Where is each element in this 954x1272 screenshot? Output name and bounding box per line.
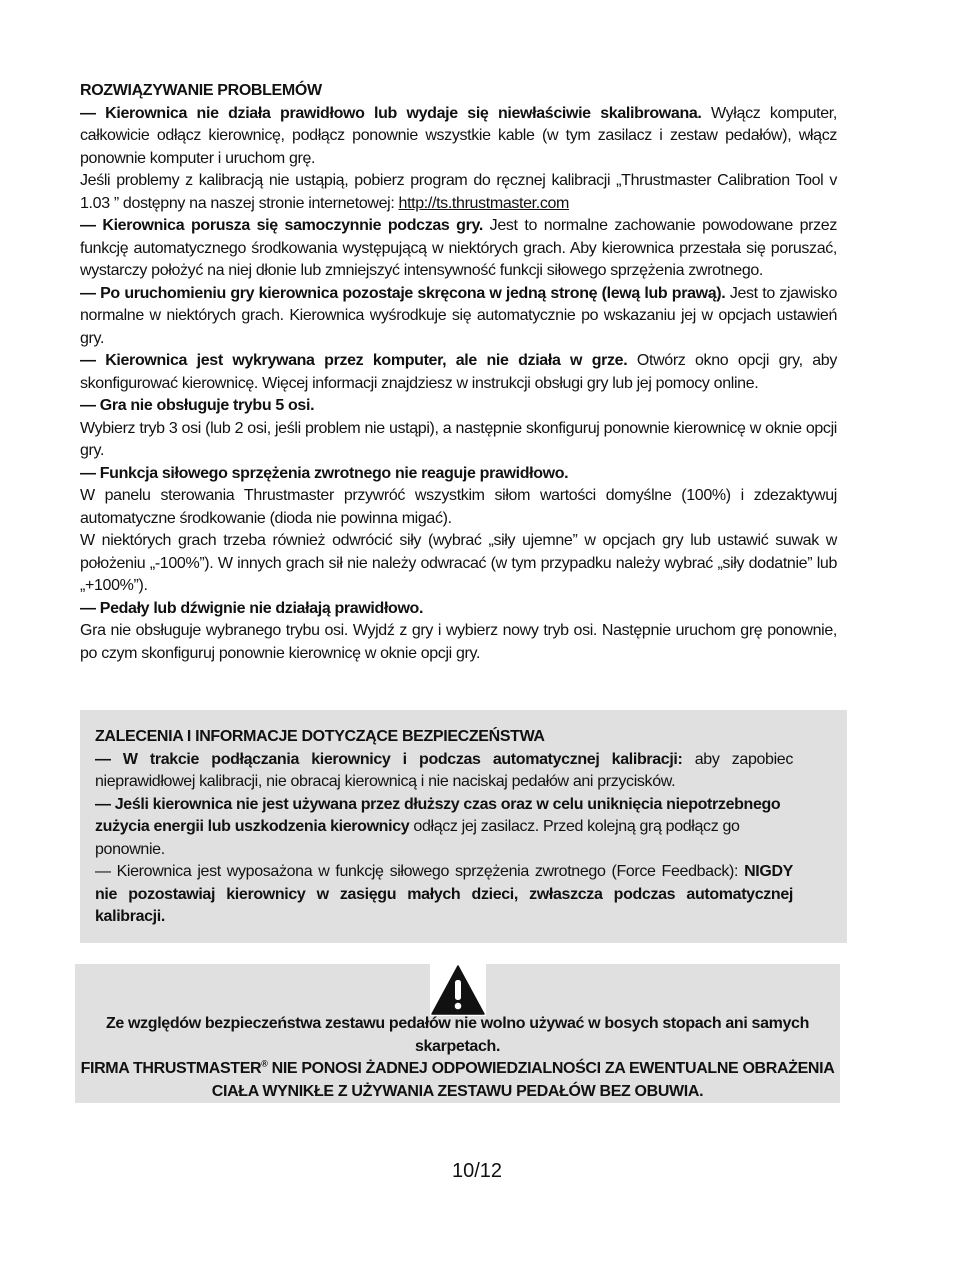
problem-solution: W panelu sterowania Thrustmaster przywróć wszystkim siłom wartości domyślne (100%) i zdezaktywuj automatyczne środkowanie (dioda nie powinna migać). [80,487,837,527]
problem-item [80,463,837,486]
thrustmaster-link[interactable]: http://ts.thrustmaster.com [398,194,570,212]
problem-title: — Funkcja siłowego sprzężenia zwrotnego nie reaguje prawidłowo. [80,464,569,482]
problem-solution: W niektórych grach trzeba również odwrócić siły (wybrać „siły ujemne” w opcjach gry lub ustawić suwak w położeniu „-100%”). W innych grach sił nie należy odwracać (w tym przypadku należy wybrać „siły dodatnie” lub „+100%”). [80,532,837,594]
problem-title: — Pedały lub dźwignie nie działają prawidłowo. [80,599,424,617]
safety-item-bold: NIGDY nie pozostawiaj kierownicy w zasięgu małych dzieci, zwłaszcza podczas automatycznej kalibracji. [95,863,793,925]
problem-item [80,215,837,283]
page-number: 10/12 [451,1160,503,1182]
problem-item [80,598,837,621]
safety-item-text: odłącz jej zasilacz. Przed kolejną grą podłącz go ponownie. [95,818,740,858]
calibration-text: Jeśli problemy z kalibracją nie ustąpią, pobierz program do ręcznej kalibracji „Thrustmaster Calibration Tool v 1.03 ” dostępny na naszej stronie internetowej: [80,172,837,212]
safety-item-text: aby zapobiec nieprawidłowej kalibracji, nie obracaj kierownicą i nie naciskaj pedałów ani przycisków. [95,750,793,790]
safety-item-text: — Kierownica jest wyposażona w funkcję siłowego sprzężenia zwrotnego (Force Feedback): [95,863,745,880]
problem-solution: Gra nie obsługuje wybranego trybu osi. Wyjdź z gry i wybierz nowy tryb osi. Następnie uruchom grę ponownie, po czym skonfiguruj ponownie kierownicę w oknie opcji gry. [80,622,837,662]
warning-line-1: Ze względów bezpieczeństwa zestawu pedałów nie wolno używać w bosych stopach ani samych skarpetach. [105,1015,810,1055]
problem-solution: Wybierz tryb 3 osi (lub 2 osi, jeśli problem nie ustąpi), a następnie skonfiguruj ponownie kierownicę w oknie opcji gry. [80,419,837,459]
problem-text: Jest to zjawisko normalne w niektórych grach. Kierownica wyśrodkuje się automatycznie po wskazaniu jej w opcjach ustawień gry. [80,284,837,347]
registered-mark: ® [261,1058,268,1069]
problem-text: Otwórz okno opcji gry, aby skonfigurować kierownicę. Więcej informacji znajdziesz w instrukcji obsługi gry lub jej pomocy online. [80,352,837,392]
problem-title: — Kierownica porusza się samoczynnie podczas gry. [80,217,483,234]
problem-item [80,103,837,171]
problem-text: Wyłącz komputer, całkowicie odłącz kierownicę, podłącz ponownie wszystkie kable (w tym zasilacz i zestaw pedałów), włącz ponownie komputer i uruchom grę. [80,104,837,167]
problem-title: — Kierownica nie działa prawidłowo lub wydaje się niewłaściwie skalibrowana. [80,104,702,122]
troubleshooting-section [80,80,837,665]
problem-item [80,350,837,395]
safety-heading: ZALECENIA I INFORMACJE DOTYCZĄCE BEZPIECZEŃSTWA [95,728,545,745]
problem-item [80,395,837,418]
warning-triangle-icon [430,964,486,1016]
safety-item-bold: — W trakcie podłączania kierownicy i podczas automatycznej kalibracji: [95,750,683,768]
warning-line-2b: NIE PONOSI ŻADNEJ ODPOWIEDZIALNOŚCI ZA EWENTUALNE OBRAŻENIA CIAŁA WYNIKŁE Z UŻYWANIA ZESTAWU PEDAŁÓW BEZ OBUWIA. [211,1060,835,1100]
safety-item [95,749,793,794]
problem-title: — Gra nie obsługuje trybu 5 osi. [80,397,315,414]
problem-title: — Po uruchomieniu gry kierownica pozostaje skręcona w jedną stronę (lewą lub prawą). [80,284,726,302]
troubleshooting-heading: ROZWIĄZYWANIE PROBLEMÓW [80,82,322,99]
safety-content [95,726,793,929]
problem-text: Jest to normalne zachowanie powodowane przez funkcję automatycznego środkowania występującą w niektórych grach. Aby kierownica przestała się poruszać, wystarczy położyć na niej dłonie lub zmniejszyć intensywność funkcji siłowego sprzężenia zwrotnego. [80,217,837,279]
problem-title: — Kierownica jest wykrywana przez komputer, ale nie działa w grze. [80,352,628,369]
warning-icon-frame [430,964,486,1016]
warning-box [75,964,840,1103]
calibration-tip [80,170,837,215]
warning-line-2a: FIRMA THRUSTMASTER [80,1060,262,1077]
safety-box [80,710,847,943]
safety-item [95,861,793,929]
safety-item-bold: — Jeśli kierownica nie jest używana przez dłuższy czas oraz w celu uniknięcia niepotrzebnego zużycia energii lub uszkodzenia kierownicy [95,795,781,835]
safety-item [95,794,793,862]
warning-text [75,1013,840,1103]
problem-item [80,283,837,351]
warning-line-2 [75,1058,840,1103]
